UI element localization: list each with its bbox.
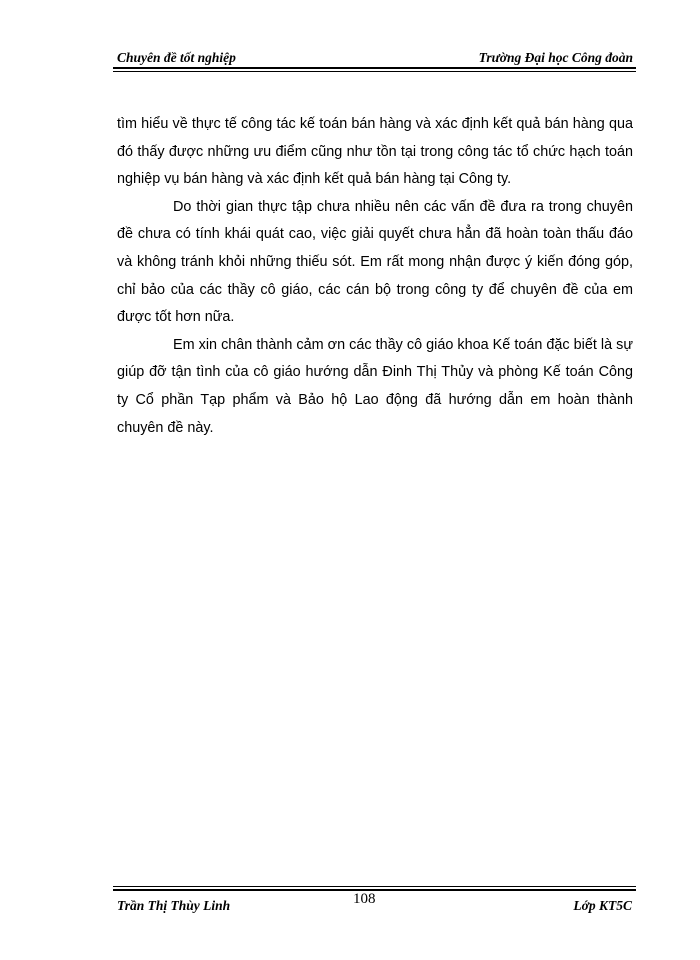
footer-class: Lớp KT5C <box>573 898 632 913</box>
footer-author: Trần Thị Thùy Linh <box>117 898 231 913</box>
header-rule-thin <box>113 71 636 72</box>
header-title: Chuyên đề tốt nghiệp <box>117 50 236 65</box>
page-number: 108 <box>353 891 376 907</box>
header-institution: Trường Đại học Công đoàn <box>478 50 633 65</box>
page-header <box>113 46 636 68</box>
page-footer <box>113 893 636 923</box>
paragraph-limitations: Do thời gian thực tập chưa nhiều nên các vấn đề đưa ra trong chuyên đề chưa có tính khái quát cao, việc giải quyết chưa hẳn đã hoàn toàn thấu đáo và không tránh khỏi những thiếu sót. Em rất mong nhận được ý kiến đóng góp, chỉ bảo của các thầy cô giáo, các cán bộ trong công ty để chuyên đề của em được tốt hơn nữa. <box>117 198 633 326</box>
header-rule-thick <box>113 67 636 69</box>
footer-rule-thin <box>113 886 636 887</box>
paragraph-continuation: tìm hiểu về thực tế công tác kế toán bán hàng và xác định kết quả bán hàng qua đó thấy được những ưu điểm cũng như tồn tại trong công tác tổ chức hạch toán nghiệp vụ bán hàng và xác định kết quả bán hàng tại Công ty. <box>117 116 633 188</box>
body-text <box>117 111 633 442</box>
paragraph-acknowledgement: Em xin chân thành cảm ơn các thầy cô giáo khoa Kế toán đặc biết là sự giúp đỡ tận tình của cô giáo hướng dẫn Đinh Thị Thủy và phòng Kế toán Công ty Cổ phần Tạp phẩm và Bảo hộ Lao động đã hướng dẫn em hoàn thành chuyên đề này. <box>117 336 633 436</box>
